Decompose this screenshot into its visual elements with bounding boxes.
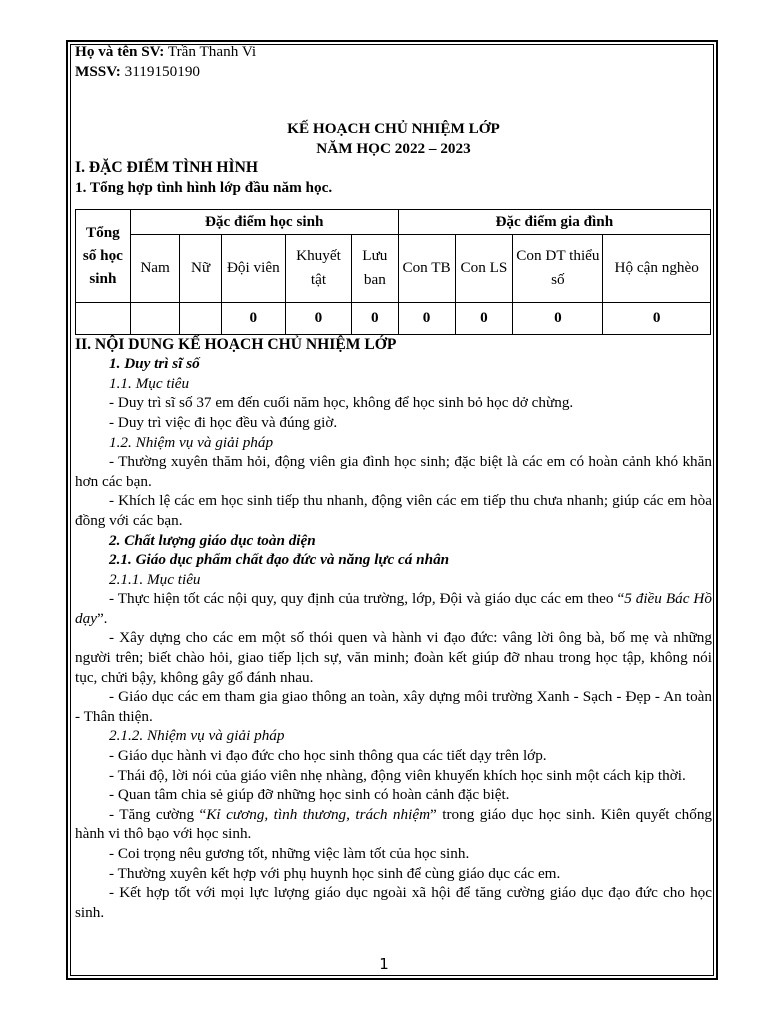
paragraph: - Thực hiện tốt các nội quy, quy định của trường, lớp, Đội và giáo dục các em theo “5 điều Bác Hồ dạy”. (75, 590, 712, 627)
paragraph: - Kết hợp tốt với mọi lực lượng giáo dục ngoài xã hội để tăng cường giáo dục đạo đức cho học sinh. (75, 884, 712, 921)
paragraph: - Tăng cường “Kỉ cương, tình thương, trách nhiệm” trong giáo dục học sinh. Kiên quyết chống hành vi thô bạo với học sinh. (75, 805, 713, 843)
table-col-martyr-child: Con LS (455, 234, 513, 302)
table-col-repeat: Lưu ban (352, 234, 399, 302)
subsection-2-title: 2. Chất lượng giáo dục toàn diện (109, 531, 316, 549)
student-id-line (75, 62, 712, 82)
table-cell: 0 (398, 302, 455, 334)
quote-motto: Kỉ cương, tình thương, trách nhiệm (206, 805, 431, 823)
table-cell (180, 302, 221, 334)
quote-5-dieu-bac-ho: 5 điều Bác Hồ dạy (75, 590, 712, 627)
document-title: KẾ HOẠCH CHỦ NHIỆM LỚP (287, 120, 500, 138)
paragraph: - Giáo dục hành vi đạo đức cho học sinh thông qua các tiết dạy trên lớp. (109, 747, 547, 765)
student-name-value: Trần Thanh Vi (167, 43, 257, 60)
paragraph: - Coi trọng nêu gương tốt, những việc làm tốt của học sinh. (109, 845, 470, 862)
subsection-2-1-1-title: 2.1.1. Mục tiêu (109, 570, 201, 588)
paragraph: - Quan tâm chia sẻ giúp đỡ những học sinh có hoàn cảnh đặc biệt. (109, 786, 510, 804)
table-col-near-poor: Hộ cận nghèo (603, 234, 711, 302)
subsection-2-1-title: 2.1. Giáo dục phẩm chất đạo đức và năng lực cá nhân (109, 551, 450, 569)
paragraph: - Duy trì việc đi học đều và đúng giờ. (109, 413, 338, 431)
student-id-label: MSSV: (75, 62, 121, 80)
section-1-heading: I. ĐẶC ĐIỂM TÌNH HÌNH (75, 159, 258, 177)
table-cell: 0 (455, 302, 513, 334)
page-number: 1 (379, 955, 389, 973)
subsection-1-title: 1. Duy trì sĩ số (109, 355, 200, 373)
paragraph: - Thường xuyên kết hợp với phụ huynh học sinh để cùng giáo dục các em. (109, 864, 561, 882)
subsection-2-1-2-title: 2.1.2. Nhiệm vụ và giải pháp (109, 727, 285, 745)
student-name-label: Họ và tên SV: (75, 43, 165, 60)
paragraph: - Giáo dục các em tham gia giao thông an toàn, xây dựng môi trường Xanh - Sạch - Đẹp - An toàn - Thân thiện. (75, 688, 712, 725)
school-year: NĂM HỌC 2022 – 2023 (316, 139, 471, 157)
table-cell (130, 302, 180, 334)
student-name-line (75, 42, 712, 62)
table-col-invalid-child: Con TB (398, 234, 455, 302)
table-cell: 0 (513, 302, 603, 334)
table-cell: 0 (603, 302, 711, 334)
paragraph: - Xây dựng cho các em một số thói quen và hành vi đạo đức: vâng lời ông bà, bố mẹ và những người trên; biết chào hỏi, giao tiếp lịch sự, văn minh; đoàn kết giúp đỡ nhau trong học tập, không nói tục, chửi bậy, không gây gổ đánh nhau. (75, 629, 712, 686)
table-cell: 0 (285, 302, 351, 334)
table-col-male: Nam (130, 234, 180, 302)
table-col-disabled: Khuyết tật (285, 234, 351, 302)
document-body (75, 42, 712, 922)
section-2-heading: II. NỘI DUNG KẾ HOẠCH CHỦ NHIỆM LỚP (75, 335, 397, 353)
paragraph: - Thường xuyên thăm hỏi, động viên gia đình học sinh; đặc biệt là các em có hoàn cảnh khó khăn hơn các bạn. (75, 453, 712, 490)
student-id-value: 3119150190 (124, 62, 201, 80)
table-header-family: Đặc điểm gia đình (398, 209, 710, 234)
table-cell: 0 (352, 302, 399, 334)
table-header-total: Tổng số học sinh (76, 209, 131, 302)
paragraph: - Khích lệ các em học sinh tiếp thu nhanh, động viên các em tiếp thu chưa nhanh; giúp các em hòa đồng với các bạn. (75, 492, 712, 529)
paragraph: - Duy trì sĩ số 37 em đến cuối năm học, không để học sinh bỏ học dở chừng. (109, 394, 574, 412)
table-cell (76, 302, 131, 334)
table-header-students: Đặc điểm học sinh (130, 209, 398, 234)
table-col-ethnic-minority: Con DT thiểu số (513, 234, 603, 302)
table-cell: 0 (221, 302, 285, 334)
subsection-1-1-title: 1.1. Mục tiêu (109, 374, 190, 392)
table-col-female: Nữ (180, 234, 221, 302)
table-col-pioneer: Đội viên (221, 234, 285, 302)
section-1-subheading: 1. Tổng hợp tình hình lớp đầu năm học. (75, 178, 333, 196)
class-stats-table (75, 209, 711, 335)
subsection-1-2-title: 1.2. Nhiệm vụ và giải pháp (109, 433, 274, 451)
paragraph: - Thái độ, lời nói của giáo viên nhẹ nhàng, động viên khuyến khích học sinh một cách kịp thời. (109, 766, 686, 784)
